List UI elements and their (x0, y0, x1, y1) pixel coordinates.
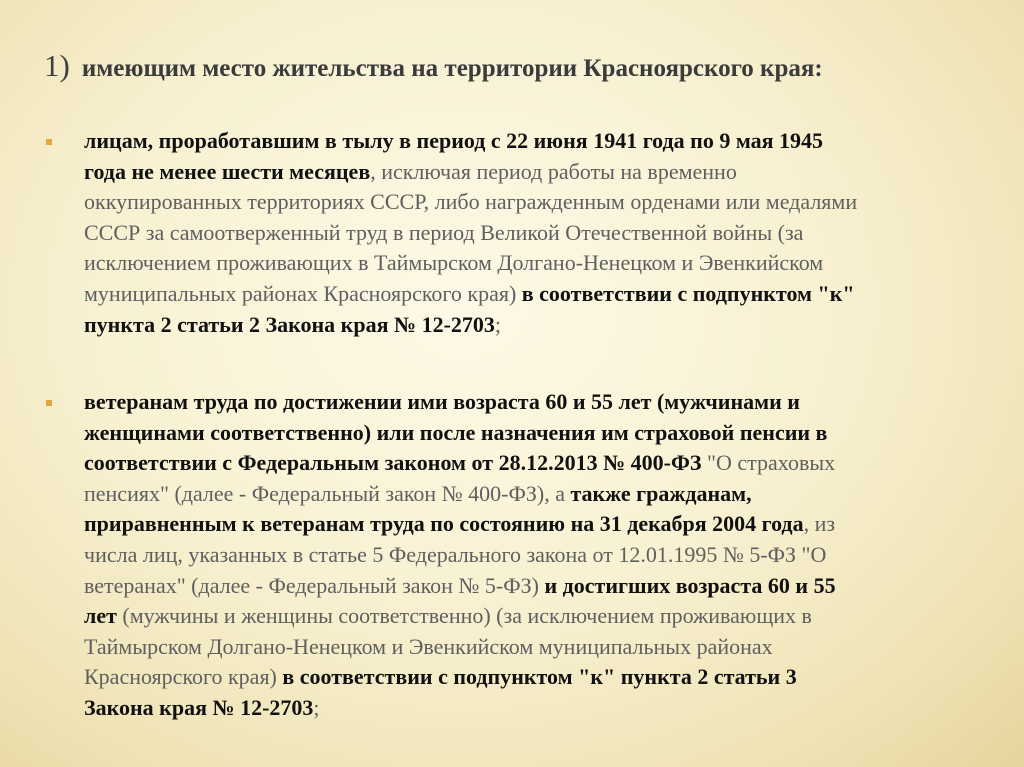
text-line (84, 662, 996, 693)
bold-run: в соответствии с подпунктом "к" пункта 2 статьи 3 (282, 664, 797, 690)
text-run: Красноярского края) (84, 664, 283, 690)
text-run: числа лиц, указанных в статье 5 Федерального закона от 12.01.1995 № 5-ФЗ "О (84, 541, 827, 567)
heading-number: 1) (44, 48, 70, 83)
bullet-text (84, 126, 996, 340)
bold-run: года не менее шести месяцев (84, 158, 371, 184)
text-run: СССР за самоотверженный труд в период Великой Отечественной войны (за (84, 219, 804, 245)
text-line (84, 540, 996, 571)
text-run: ветеранах" (далее - Федеральный закон № 5-ФЗ) (84, 572, 545, 598)
text-line (84, 509, 996, 540)
text-line (84, 310, 996, 341)
text-run: исключением проживающих в Таймырском Долгано-Ненецком и Эвенкийском (84, 250, 824, 276)
text-run: "О страховых (707, 450, 836, 476)
text-run: Таймырском Долгано-Ненецком и Эвенкийском муниципальных районах (84, 633, 773, 659)
bullet-item (46, 387, 996, 724)
text-line (84, 448, 996, 479)
bold-run: ветеранам труда по достижении ими возраста 60 и 55 лет (мужчинами и (84, 389, 800, 414)
text-line (84, 387, 996, 418)
bold-run: лет (84, 603, 123, 629)
text-line (84, 157, 996, 188)
text-line (84, 187, 996, 218)
text-line (84, 418, 996, 449)
text-run: (мужчины и женщины соответственно) (за исключением проживающих в (122, 603, 812, 629)
bold-run: соответствии с Федеральным законом от 28.12.2013 № 400-ФЗ (84, 450, 708, 476)
bold-run: Закона края № 12-2703 (84, 694, 314, 720)
bullet-item (46, 126, 996, 340)
text-run: , из (803, 511, 836, 537)
text-line (84, 693, 996, 724)
bold-run: пункта 2 статьи 2 Закона края № 12-2703 (84, 311, 495, 337)
bold-run: в соответствии с подпунктом "к" (521, 280, 855, 306)
text-line (84, 632, 996, 663)
text-run: пенсиях" (далее - Федеральный закон № 400-ФЗ), а (84, 480, 571, 506)
text-run: ; (494, 311, 502, 337)
bold-run: женщинами соответственно) или после назначения им страховой пенсии в (84, 419, 828, 445)
text-line (84, 601, 996, 632)
bold-run: приравненным к ветеранам труда по состоянию на 31 декабря 2004 года (84, 511, 804, 537)
heading-text: имеющим место жительства на территории Красноярского края: (81, 55, 823, 82)
text-run: оккупированных территориях СССР, либо награжденным орденами или медалями (84, 189, 858, 215)
bullet-text (84, 387, 996, 724)
text-run: , исключая период работы на временно (370, 158, 737, 184)
slide-heading (44, 48, 994, 84)
bullet-square-icon (46, 400, 52, 406)
bold-run: лицам, проработавшим в тылу в период с 22 июня 1941 года по 9 мая 1945 (84, 128, 824, 153)
text-line (84, 279, 996, 310)
text-run: муниципальных районах Красноярского края) (84, 280, 522, 306)
text-line (84, 479, 996, 510)
bullet-square-icon (46, 139, 52, 145)
bold-run: и достигших возраста 60 и 55 (544, 572, 836, 598)
text-run: ; (313, 694, 320, 720)
text-line (84, 218, 996, 249)
text-line (84, 126, 996, 157)
text-line (84, 571, 996, 602)
text-line (84, 248, 996, 279)
bold-run: также гражданам, (570, 480, 752, 506)
